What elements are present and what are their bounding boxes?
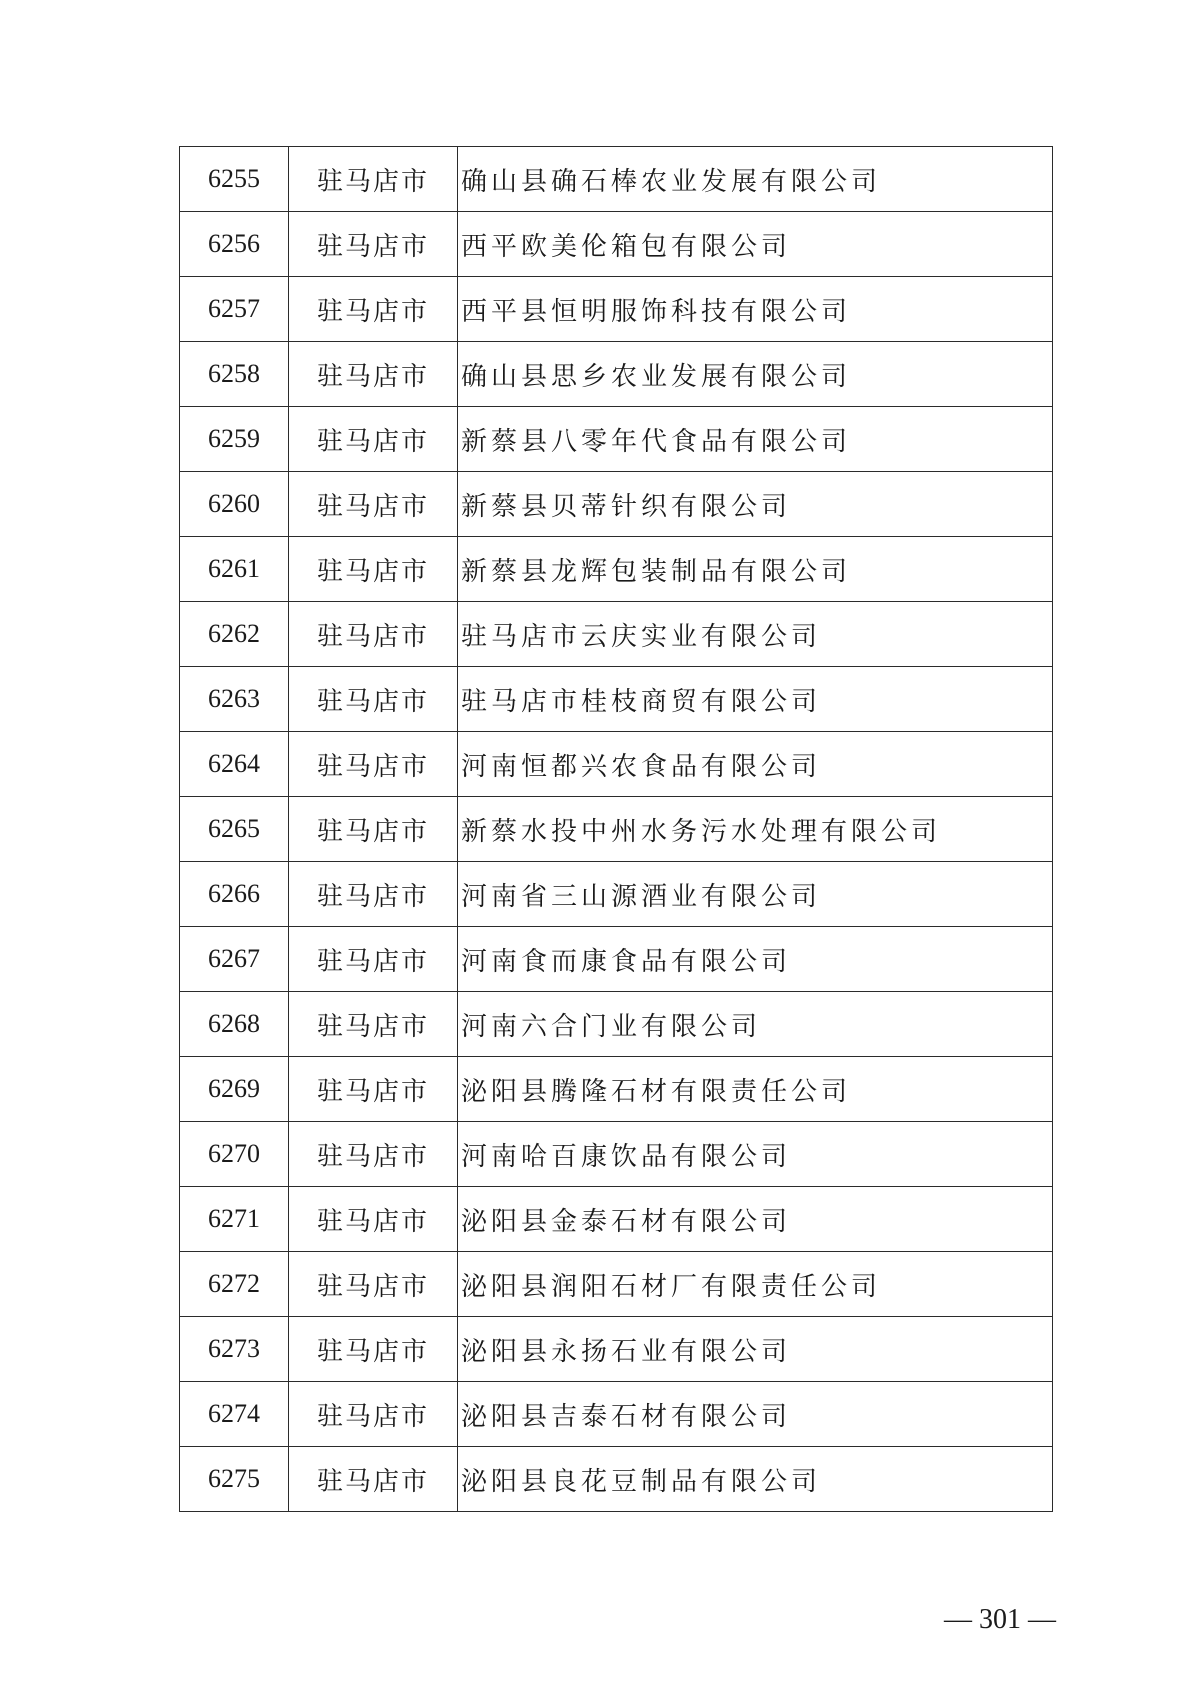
row-city-cell: 驻马店市: [289, 1187, 458, 1252]
row-city-cell: 驻马店市: [289, 277, 458, 342]
row-number-cell: 6259: [180, 407, 289, 472]
row-company-name-cell: 西平县恒明服饰科技有限公司: [458, 277, 1053, 342]
row-company-name-cell: 新蔡县八零年代食品有限公司: [458, 407, 1053, 472]
row-city-cell: 驻马店市: [289, 602, 458, 667]
row-city-cell: 驻马店市: [289, 342, 458, 407]
row-company-name-cell: 驻马店市云庆实业有限公司: [458, 602, 1053, 667]
row-city-cell: 驻马店市: [289, 407, 458, 472]
table-row: [180, 1187, 1053, 1252]
table-row: [180, 992, 1053, 1057]
page-number: — 301 —: [944, 1604, 1056, 1635]
row-number-cell: 6263: [180, 667, 289, 732]
table-row: [180, 797, 1053, 862]
row-company-name-cell: 新蔡县龙辉包装制品有限公司: [458, 537, 1053, 602]
row-number-cell: 6270: [180, 1122, 289, 1187]
row-city-cell: 驻马店市: [289, 1382, 458, 1447]
table-row: [180, 1382, 1053, 1447]
row-number-cell: 6261: [180, 537, 289, 602]
row-company-name-cell: 确山县确石棒农业发展有限公司: [458, 147, 1053, 212]
row-number-cell: 6268: [180, 992, 289, 1057]
row-number-cell: 6275: [180, 1447, 289, 1512]
row-city-cell: 驻马店市: [289, 927, 458, 992]
row-company-name-cell: 泌阳县吉泰石材有限公司: [458, 1382, 1053, 1447]
row-city-cell: 驻马店市: [289, 1057, 458, 1122]
row-city-cell: 驻马店市: [289, 147, 458, 212]
table-row: [180, 212, 1053, 277]
row-city-cell: 驻马店市: [289, 1447, 458, 1512]
table-row: [180, 147, 1053, 212]
row-number-cell: 6267: [180, 927, 289, 992]
row-company-name-cell: 河南食而康食品有限公司: [458, 927, 1053, 992]
table-row: [180, 927, 1053, 992]
table-row: [180, 537, 1053, 602]
row-number-cell: 6262: [180, 602, 289, 667]
company-list-table: [179, 146, 1053, 1512]
row-city-cell: 驻马店市: [289, 1122, 458, 1187]
row-company-name-cell: 河南恒都兴农食品有限公司: [458, 732, 1053, 797]
row-number-cell: 6256: [180, 212, 289, 277]
row-company-name-cell: 西平欧美伦箱包有限公司: [458, 212, 1053, 277]
row-company-name-cell: 泌阳县良花豆制品有限公司: [458, 1447, 1053, 1512]
row-city-cell: 驻马店市: [289, 1252, 458, 1317]
row-city-cell: 驻马店市: [289, 537, 458, 602]
row-city-cell: 驻马店市: [289, 667, 458, 732]
row-city-cell: 驻马店市: [289, 212, 458, 277]
row-number-cell: 6273: [180, 1317, 289, 1382]
table-row: [180, 602, 1053, 667]
row-number-cell: 6274: [180, 1382, 289, 1447]
row-city-cell: 驻马店市: [289, 472, 458, 537]
row-company-name-cell: 新蔡县贝蒂针织有限公司: [458, 472, 1053, 537]
row-city-cell: 驻马店市: [289, 862, 458, 927]
row-city-cell: 驻马店市: [289, 797, 458, 862]
table-row: [180, 1317, 1053, 1382]
table-row: [180, 1252, 1053, 1317]
table-row: [180, 407, 1053, 472]
row-company-name-cell: 驻马店市桂枝商贸有限公司: [458, 667, 1053, 732]
row-number-cell: 6265: [180, 797, 289, 862]
row-company-name-cell: 新蔡水投中州水务污水处理有限公司: [458, 797, 1053, 862]
row-number-cell: 6269: [180, 1057, 289, 1122]
table-row: [180, 342, 1053, 407]
row-city-cell: 驻马店市: [289, 1317, 458, 1382]
row-company-name-cell: 河南六合门业有限公司: [458, 992, 1053, 1057]
table-row: [180, 732, 1053, 797]
table-row: [180, 1122, 1053, 1187]
row-company-name-cell: 泌阳县腾隆石材有限责任公司: [458, 1057, 1053, 1122]
table-row: [180, 277, 1053, 342]
table-row: [180, 472, 1053, 537]
row-number-cell: 6260: [180, 472, 289, 537]
table-body: [180, 147, 1053, 1512]
row-number-cell: 6271: [180, 1187, 289, 1252]
row-number-cell: 6264: [180, 732, 289, 797]
row-city-cell: 驻马店市: [289, 732, 458, 797]
table-row: [180, 1447, 1053, 1512]
row-company-name-cell: 确山县思乡农业发展有限公司: [458, 342, 1053, 407]
row-number-cell: 6266: [180, 862, 289, 927]
table-row: [180, 1057, 1053, 1122]
row-number-cell: 6272: [180, 1252, 289, 1317]
row-company-name-cell: 泌阳县永扬石业有限公司: [458, 1317, 1053, 1382]
row-number-cell: 6255: [180, 147, 289, 212]
row-number-cell: 6258: [180, 342, 289, 407]
row-company-name-cell: 泌阳县润阳石材厂有限责任公司: [458, 1252, 1053, 1317]
table-row: [180, 862, 1053, 927]
row-company-name-cell: 河南哈百康饮品有限公司: [458, 1122, 1053, 1187]
table-row: [180, 667, 1053, 732]
row-company-name-cell: 泌阳县金泰石材有限公司: [458, 1187, 1053, 1252]
row-city-cell: 驻马店市: [289, 992, 458, 1057]
row-number-cell: 6257: [180, 277, 289, 342]
row-company-name-cell: 河南省三山源酒业有限公司: [458, 862, 1053, 927]
